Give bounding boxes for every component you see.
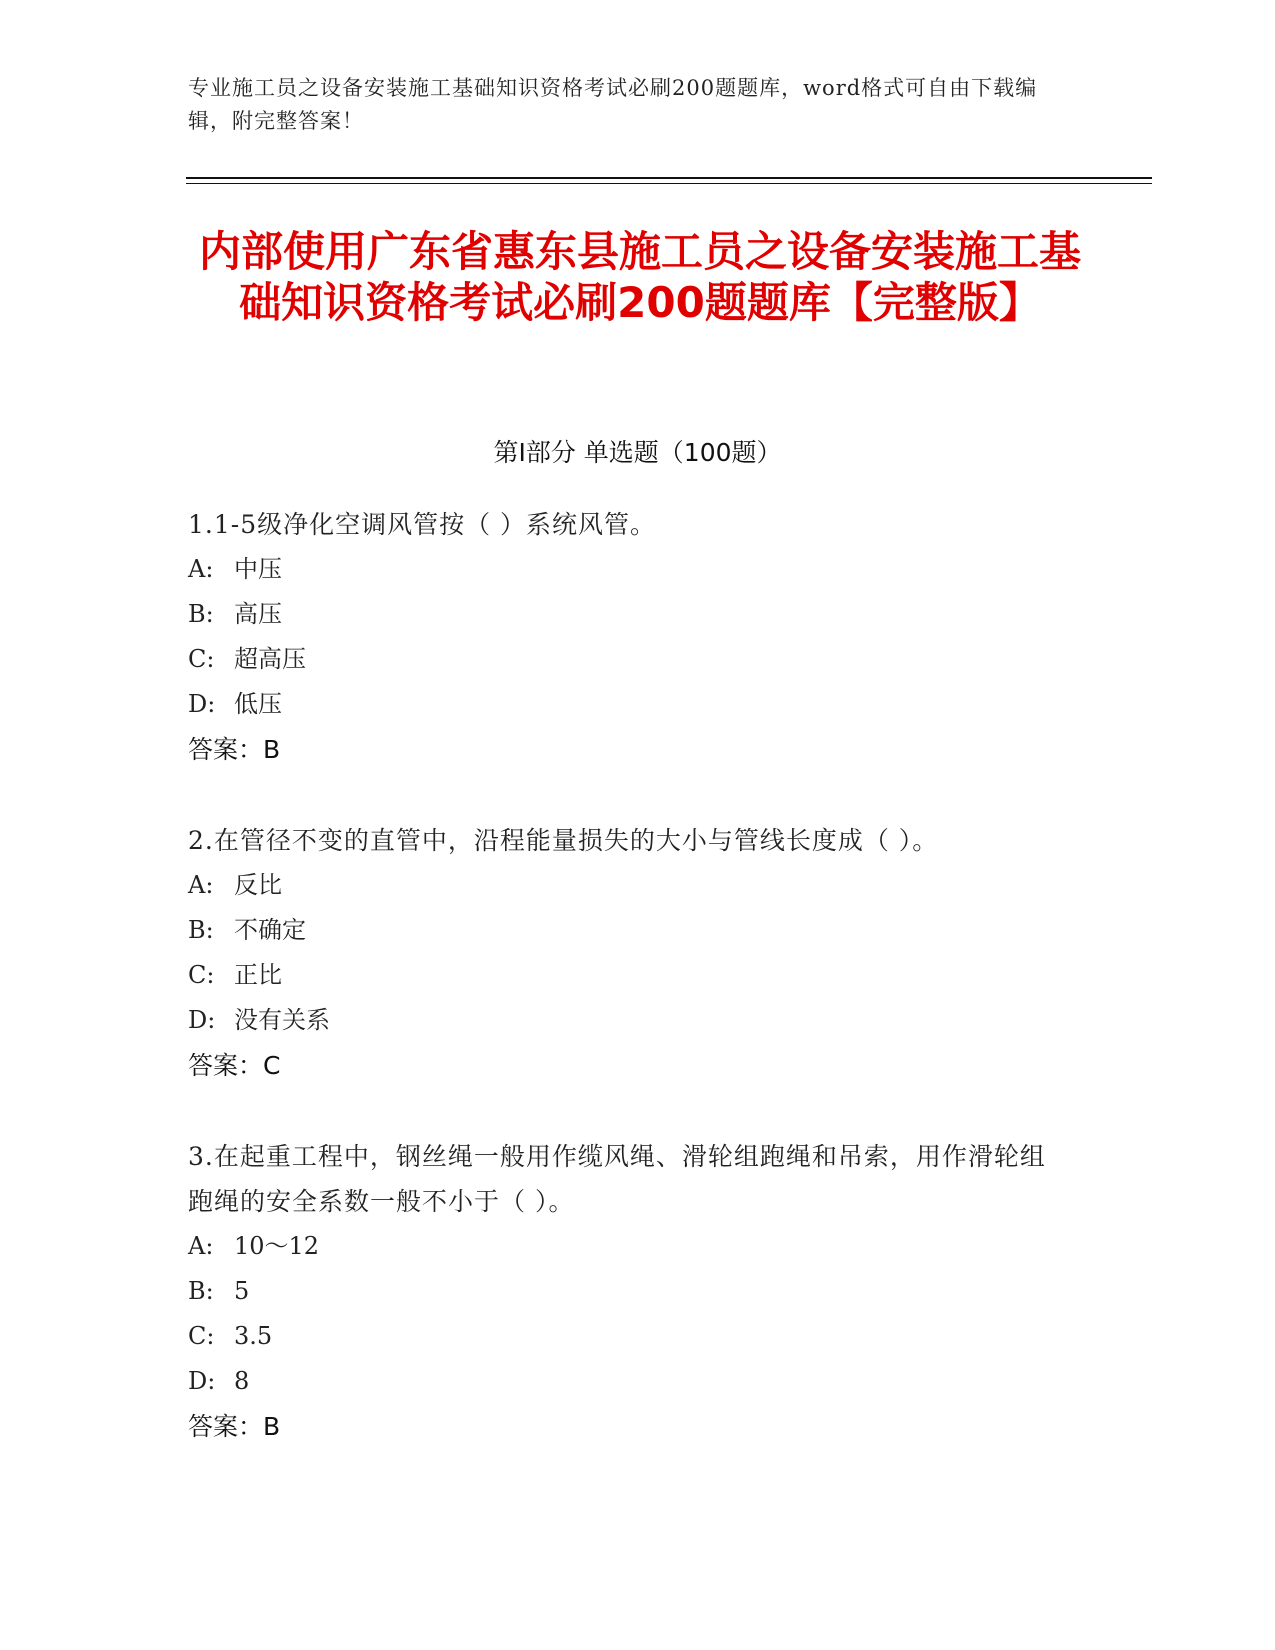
question-stem: 1.1-5级净化空调风管按（ ）系统风管。 bbox=[188, 510, 657, 539]
option-text: 低压 bbox=[234, 690, 282, 718]
option-key: B: bbox=[188, 600, 214, 628]
option-a bbox=[188, 547, 1068, 592]
option-key: A: bbox=[188, 555, 214, 583]
option-text: 中压 bbox=[234, 555, 282, 583]
option-text: 正比 bbox=[234, 961, 282, 989]
option-a bbox=[188, 1224, 1068, 1269]
question-1 bbox=[188, 502, 1068, 772]
question-stem: 3.在起重工程中，钢丝绳一般用作缆风绳、滑轮组跑绳和吊索，用作滑轮组跑绳的安全系数一般不小于（ ）。 bbox=[188, 1142, 1046, 1216]
option-text: 不确定 bbox=[234, 916, 306, 944]
option-text: 高压 bbox=[234, 600, 282, 628]
option-text: 反比 bbox=[234, 871, 282, 899]
option-text: 8 bbox=[234, 1367, 250, 1395]
option-b bbox=[188, 592, 1068, 637]
option-text: 3.5 bbox=[234, 1322, 273, 1350]
header-note: 专业施工员之设备安装施工基础知识资格考试必刷200题题库，word格式可自由下载编辑，附完整答案！ bbox=[188, 76, 1038, 133]
option-key: C: bbox=[188, 961, 215, 989]
option-text: 5 bbox=[234, 1277, 250, 1305]
option-b bbox=[188, 1269, 1068, 1314]
answer-line: 答案：B bbox=[188, 735, 281, 764]
question-2 bbox=[188, 818, 1068, 1088]
option-key: D: bbox=[188, 690, 216, 718]
answer-line: 答案：C bbox=[188, 1051, 281, 1080]
option-key: B: bbox=[188, 916, 214, 944]
document-title: 内部使用广东省惠东县施工员之设备安装施工基础知识资格考试必刷200题题库【完整版】 bbox=[198, 227, 1081, 327]
option-c bbox=[188, 953, 1068, 998]
option-key: D: bbox=[188, 1006, 216, 1034]
option-text: 10～12 bbox=[234, 1232, 320, 1260]
option-key: A: bbox=[188, 1232, 214, 1260]
option-text: 没有关系 bbox=[234, 1006, 330, 1034]
option-b bbox=[188, 908, 1068, 953]
header-divider-thin bbox=[186, 183, 1152, 184]
option-c bbox=[188, 637, 1068, 682]
option-c bbox=[188, 1314, 1068, 1359]
header-divider-thick bbox=[186, 177, 1152, 179]
option-d bbox=[188, 682, 1068, 727]
option-key: C: bbox=[188, 645, 215, 673]
question-3 bbox=[188, 1134, 1068, 1449]
option-d bbox=[188, 1359, 1068, 1404]
option-d bbox=[188, 998, 1068, 1043]
option-key: B: bbox=[188, 1277, 214, 1305]
option-key: D: bbox=[188, 1367, 216, 1395]
option-key: C: bbox=[188, 1322, 215, 1350]
question-stem: 2.在管径不变的直管中，沿程能量损失的大小与管线长度成（ ）。 bbox=[188, 826, 939, 855]
option-a bbox=[188, 863, 1068, 908]
option-text: 超高压 bbox=[234, 645, 306, 673]
option-key: A: bbox=[188, 871, 214, 899]
section-title: 第Ⅰ部分 单选题（100题） bbox=[493, 438, 782, 467]
answer-line: 答案：B bbox=[188, 1412, 281, 1441]
